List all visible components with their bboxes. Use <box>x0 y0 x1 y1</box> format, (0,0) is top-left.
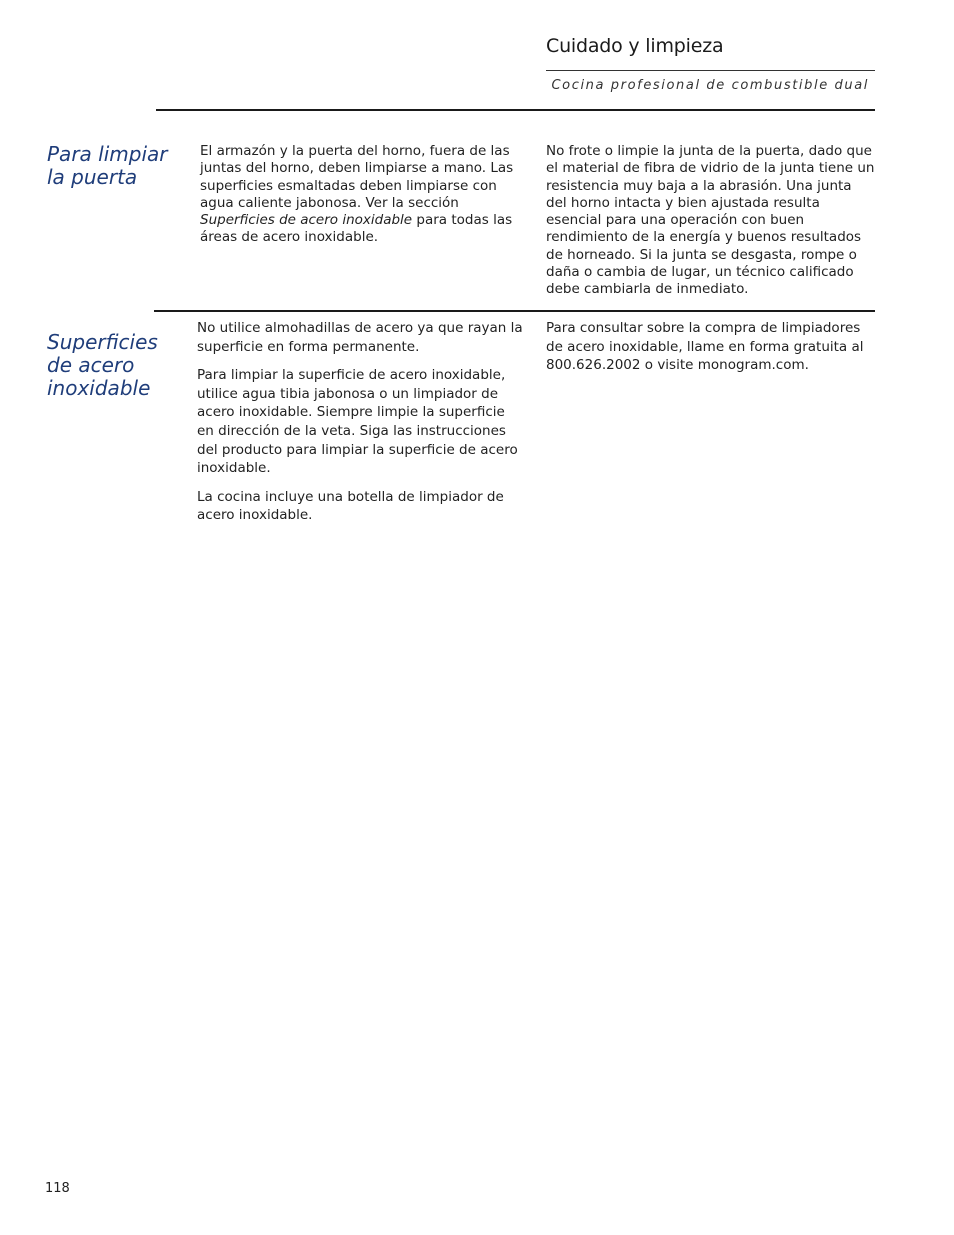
door-gasket-paragraph: No frote o limpie la junta de la puerta, dado que el material de fibra de vidrio de la junta tiene un resistencia muy baja a la abrasión. Una junta del horno intacta y bien ajustada resulta esencial para una operación con buen rendimiento de la energía y buenos resultados de horneado. Si la junta se desgasta, rompe o daña o cambia de lugar, un técnico calificado debe cambiarla de inmediato. <box>546 143 875 298</box>
section-divider-middle <box>154 310 875 312</box>
door-cleaning-paragraph <box>200 143 520 247</box>
stainless-section-reference: Superficies de acero inoxidable <box>200 212 413 229</box>
stainless-left-column <box>197 319 523 535</box>
cleaner-purchase-paragraph: Para consultar sobre la compra de limpiadores de acero inoxidable, llame en forma gratuita al 800.626.2002 o visite monogram.com. <box>546 320 864 374</box>
door-cleaning-text-b: para todas las áreas de acero inoxidable. <box>200 212 513 246</box>
section-heading-stainless-steel: Superficies de acero inoxidable <box>47 330 158 400</box>
stainless-right-column <box>546 319 864 385</box>
section-heading-door-cleaning: Para limpiar la puerta <box>47 142 168 189</box>
stainless-paragraph-3: La cocina incluye una botella de limpiador de acero inoxidable. <box>197 488 504 524</box>
door-cleaning-left-column <box>200 143 520 257</box>
section-divider-top <box>156 109 875 111</box>
page-number: 118 <box>45 1181 70 1196</box>
door-cleaning-text-a: El armazón y la puerta del horno, fuera de las juntas del horno, deben limpiarse a mano. Las superficies esmaltadas deben limpiarse con agua caliente jabonosa. Ver la sección <box>200 143 514 211</box>
door-cleaning-right-column <box>546 143 876 309</box>
header-divider <box>546 70 875 71</box>
stainless-paragraph-2: Para limpiar la superficie de acero inoxidable, utilice agua tibia jabonosa o un limpiador de acero inoxidable. Siempre limpie la superficie en dirección de la veta. Siga las instrucciones del producto para limpiar la superficie de acero inoxidable. <box>197 367 518 477</box>
page-title: Cuidado y limpieza <box>546 35 724 57</box>
stainless-paragraph-1: No utilice almohadillas de acero ya que rayan la superficie en forma permanente. <box>197 320 523 355</box>
page-subtitle: Cocina profesional de combustible dual <box>551 78 869 93</box>
